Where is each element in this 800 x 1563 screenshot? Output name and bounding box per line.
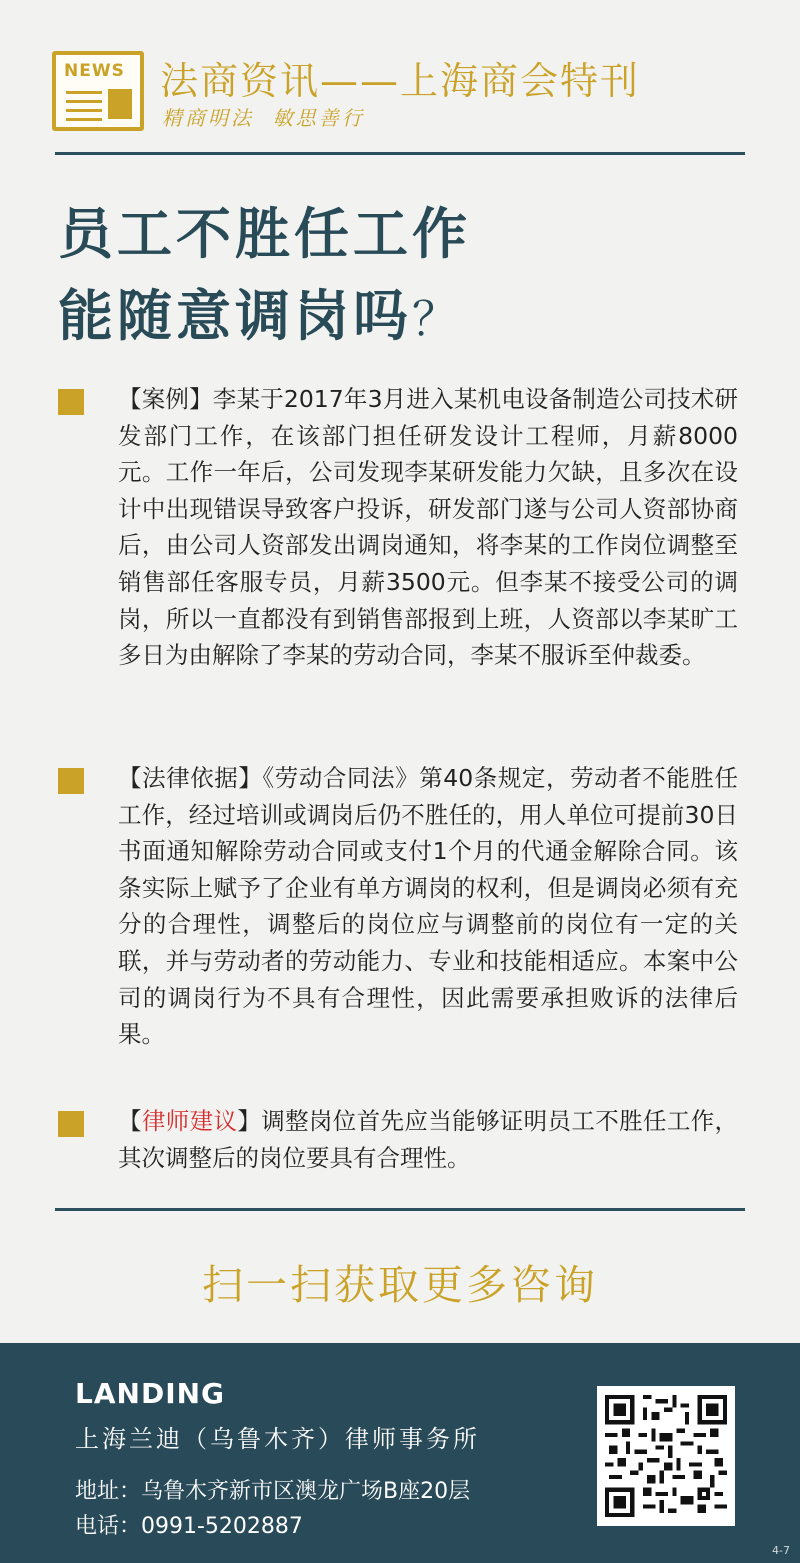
firm-logo: LANDING [75,1377,226,1410]
header-slogan: 精商明法 敏思善行 [162,106,365,130]
news-icon-line [66,91,102,94]
case-label: 【案例】 [118,385,213,413]
top-divider [55,152,745,155]
qr-code[interactable] [597,1386,735,1526]
firm-name: 上海兰迪（乌鲁木齐）律师事务所 [75,1425,480,1453]
case-text: 李某于2017年3月进入某机电设备制造公司技术研发部门工作，在该部门担任研发设计工程师，月薪8000元。工作一年后，公司发现李某研发能力欠缺，且多次在设计中出现错误导致客户投诉，研发部门遂与公司人资部协商后，由公司人资部发出调岗通知，将李某的工作岗位调整至销售部任客服专员，月薪3500元。但李某不接受公司的调岗，所以一直都没有到销售部报到上班，人资部以李某旷工多日为由解除了李某的劳动合同，李某不服诉至仲裁委。 [118,385,738,670]
section-advice-body [118,1103,738,1176]
news-icon-box [108,89,132,119]
page-number: 4-7 [772,1544,790,1557]
advice-label-open: 【 [118,1107,142,1135]
footer [0,1343,800,1563]
qr-code-icon [605,1394,727,1518]
advice-text: 调整岗位首先应当能够证明员工不胜任工作，其次调整后的岗位要具有合理性。 [118,1107,739,1172]
firm-address: 地址：乌鲁木齐新市区澳龙广场B座20层 [75,1479,471,1504]
headline-question-mark: ？ [412,292,463,346]
news-icon-line [66,109,102,112]
bullet-square [58,1111,84,1137]
news-icon-label: NEWS [64,61,125,81]
section-law-body [118,760,738,1053]
headline-line2-text: 能随意调岗吗 [58,284,413,348]
bullet-square [58,768,84,794]
news-icon-line [66,118,102,121]
bullet-square [58,389,84,415]
bottom-divider [55,1208,745,1211]
advice-label-close: 】 [237,1107,262,1135]
advice-label: 律师建议 [141,1107,238,1135]
firm-phone: 电话：0991-5202887 [75,1514,303,1539]
law-label: 【法律依据】 [118,764,263,792]
headline-line1: 员工不胜任工作 [58,202,472,266]
headline-line2 [58,272,462,351]
law-text: 《劳动合同法》第40条规定，劳动者不能胜任工作，经过培训或调岗后仍不胜任的，用人单位可提前30日书面通知解除劳动合同或支付1个月的代通金解除合同。该条实际上赋予了企业有单方调岗的权利，但是调岗必须有充分的合理性，调整后的岗位应与调整前的岗位有一定的关联，并与劳动者的劳动能力、专业和技能相适应。本案中公司的调岗行为不具有合理性，因此需要承担败诉的法律后果。 [118,764,739,1049]
section-advice [58,1103,738,1176]
header-title: 法商资讯——上海商会特刊 [160,59,641,103]
news-icon-line [66,100,102,103]
scan-prompt: 扫一扫获取更多咨询 [202,1261,598,1309]
section-case [58,381,738,674]
news-icon [52,51,144,131]
section-case-body [118,381,738,674]
section-law [58,760,738,1053]
